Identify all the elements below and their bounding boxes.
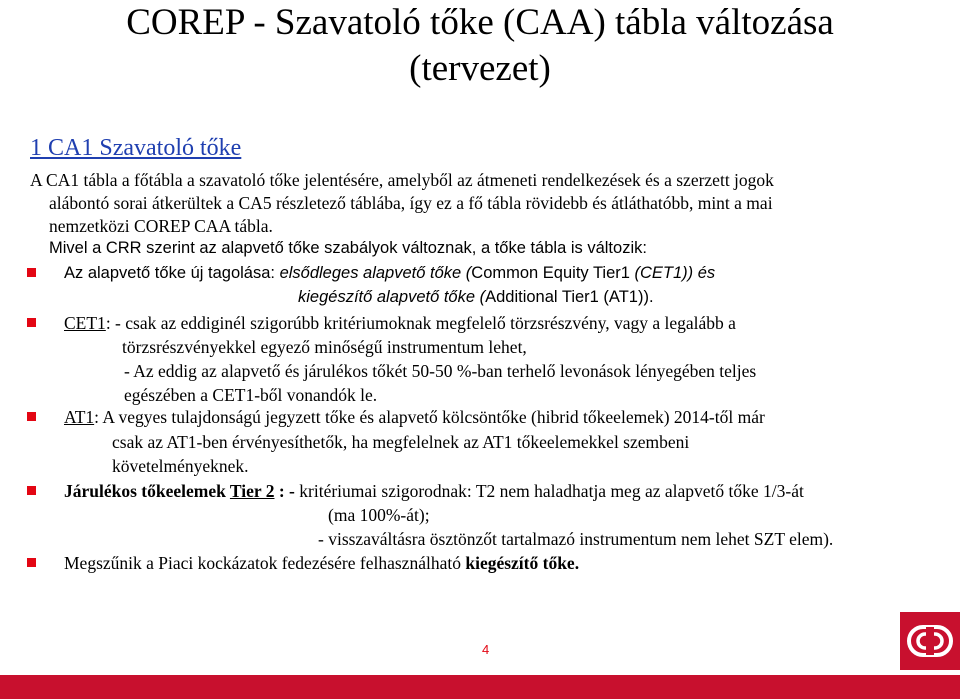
bullet-marker [27,412,36,421]
section-heading: 1 CA1 Szavatoló tőke [30,135,242,161]
page-number: 4 [482,642,490,657]
intro-line-2: alábontó sorai átkerültek a CA5 részletező táblába, így ez a fő tábla rövidebb és átláthatóbb, mint a mai [49,193,773,213]
bullet-marker [27,486,36,495]
bullet-4-line-1 [64,480,804,502]
tier2-separator: : - [274,481,295,501]
tier2-term: Tier 2 [229,481,275,501]
intro-line-4: Mivel a CRR szerint az alapvető tőke szabályok változnak, a tőke tábla is változik: [49,239,647,257]
bullet-2-line-3: - Az eddig az alapvető és járulékos tőkét 50-50 %-ban terhelő levonások lényegében teljes [124,361,757,381]
bank-logo-icon [900,612,960,670]
bullet-2-line-2: törzsrészvényekkel egyező minőségű instrumentum lehet, [122,337,527,357]
page-title [0,0,960,92]
bullet-4-line-2: (ma 100%-át); [328,505,430,525]
bullet-2-text: : - csak az eddiginél szigorúbb kritériumoknak megfelelő törzsrészvény, vagy a legalább a [105,313,736,333]
bullet-3-line-2: csak az AT1-ben érvényesíthetők, ha megfelelnek az AT1 tőkeelemekkel szembeni [112,432,690,452]
bullet-1-text: Az alapvető tőke új tagolása: [64,264,280,282]
bullet-marker [27,558,36,567]
footer-bar [0,675,960,699]
at1-term: kiegészítő alapvető tőke ( [298,288,486,306]
bullet-marker [27,268,36,277]
bullet-5-text: Megszűnik a Piaci kockázatok fedezésére felhasználható [64,553,466,573]
at1-english: Additional Tier1 (AT1)). [485,288,654,306]
bullet-3-line-3: követelményeknek. [112,456,249,476]
bullet-1-line-2 [298,286,654,308]
bullet-3-text: : A vegyes tulajdonságú jegyzett tőke és alapvető kölcsöntőke (hibrid tőkeelemek) 2014-től már [94,407,765,427]
intro-line-3: nemzetközi COREP CAA tábla. [49,216,273,236]
cet1-term: elsődleges alapvető tőke ( [279,264,472,282]
cet1-label: CET1 [64,313,106,333]
bullet-4-text: kritériumai szigorodnak: T2 nem haladhatja meg az alapvető tőke 1/3-át [294,481,804,501]
title-line-1: COREP - Szavatoló tőke (CAA) tábla változása [126,2,834,43]
bullet-5-line-1 [64,552,579,574]
bullet-4-line-3: - visszaváltásra ösztönzőt tartalmazó instrumentum nem lehet SZT elem). [318,529,834,549]
bullet-1-line-1 [64,262,715,284]
cet1-english: Common Equity Tier1 [471,264,635,282]
tier2-label: Járulékos tőkeelemek [64,481,230,501]
supplementary-capital-term: kiegészítő tőke. [465,553,580,573]
intro-line-1: A CA1 tábla a főtábla a szavatoló tőke jelentésére, amelyből az átmeneti rendelkezések és a szerzett jogok [30,170,774,190]
bullet-2-line-1 [64,312,736,334]
cet1-abbr: (CET1)) és [634,264,716,282]
bullet-2-line-4: egészében a CET1-ből vonandók le. [124,385,378,405]
bullet-3-line-1 [64,406,765,428]
at1-label: AT1 [64,407,95,427]
bullet-marker [27,318,36,327]
title-line-2: (tervezet) [409,48,551,89]
